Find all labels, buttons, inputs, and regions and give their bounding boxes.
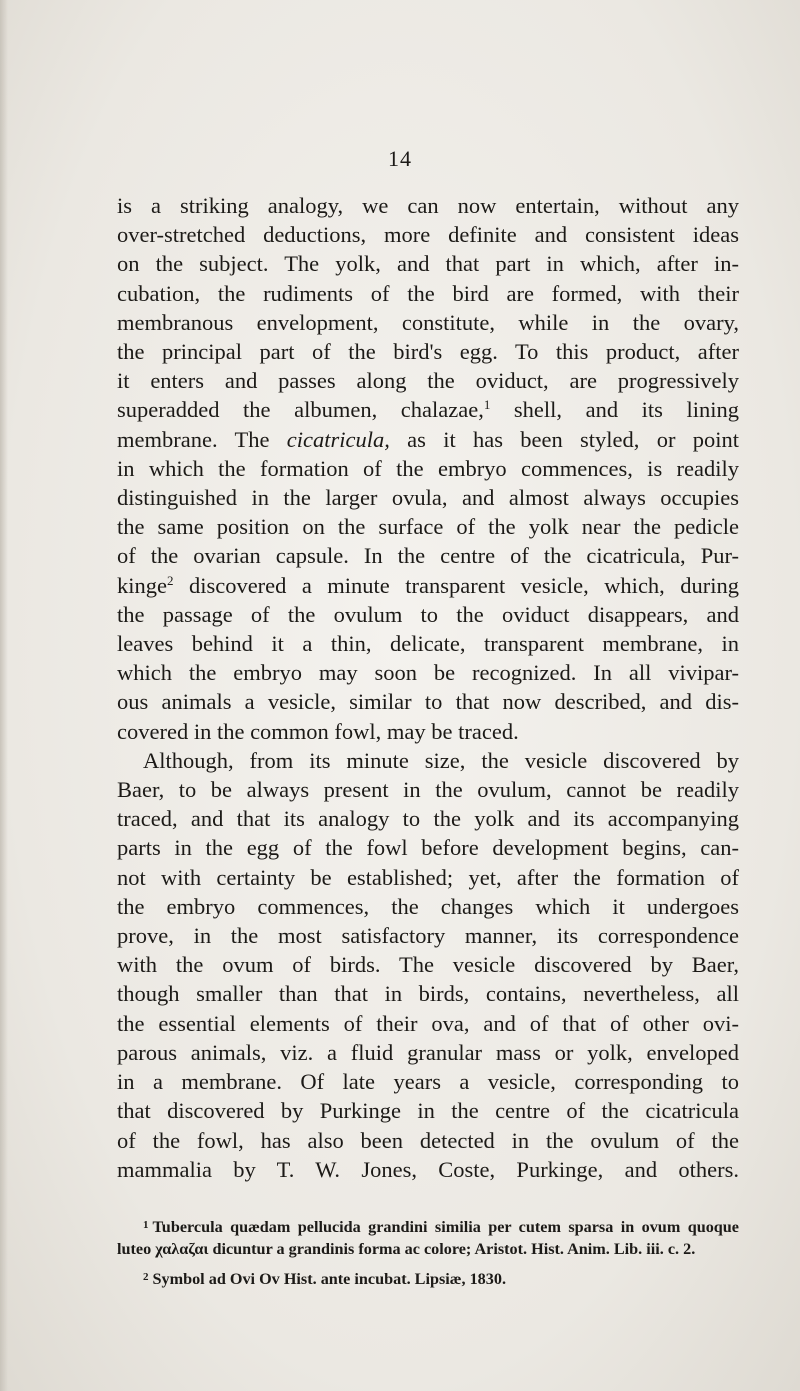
footnote-ref-2: 2 [167, 572, 174, 588]
footnote-mark: 2 [143, 1271, 149, 1283]
text-line: the essential elements of their ova, and of that of other ovi- [117, 1010, 739, 1036]
text-line [117, 395, 739, 424]
text-segment: as it has been styled, or point [389, 426, 740, 452]
text-line: covered in the common fowl, may be traced. [117, 718, 519, 744]
text-line: cubation, the rudiments of the bird are formed, with their [117, 280, 739, 306]
text-line: on the subject. The yolk, and that part in which, after in- [117, 251, 739, 277]
body-text [117, 191, 739, 1184]
page-number: 14 [388, 146, 412, 171]
text-line: distinguished in the larger ovula, and almost always occupies [117, 485, 739, 511]
italic-term: cicatricula, [286, 426, 390, 452]
text-line: with the ovum of birds. The vesicle discovered by Baer, [117, 952, 739, 978]
text-line: the same position on the surface of the yolk near the pedicle [117, 514, 739, 540]
text-line [117, 571, 739, 600]
footnotes [117, 1214, 739, 1290]
text-line: parous animals, viz. a fluid granular mass or yolk, enveloped [117, 1039, 739, 1065]
text-line: leaves behind it a thin, delicate, transparent membrane, in [117, 631, 739, 657]
text-segment: superadded the albumen, chalazae, [117, 397, 484, 423]
text-line: of the ovarian capsule. In the centre of the cicatricula, Pur- [117, 543, 739, 569]
text-line: which the embryo may soon be recognized. In all vivipar- [117, 660, 739, 686]
footnote-text: Tubercula quædam pellucida grandini similia per cutem sparsa in ovum quoque luteo χαλαζαι dicuntur a grandinis forma ac colore; Aristot. Hist. Anim. Lib. iii. c. 2. [117, 1218, 739, 1258]
text-line: the passage of the ovulum to the oviduct disappears, and [117, 601, 739, 627]
text-line: though smaller than that in birds, contains, nevertheless, all [117, 981, 739, 1007]
footnote-mark: 1 [143, 1219, 149, 1231]
footnote-1 [117, 1214, 739, 1260]
text-line: mammalia by T. W. Jones, Coste, Purkinge, and others. [117, 1156, 739, 1182]
text-line: in a membrane. Of late years a vesicle, corresponding to [117, 1069, 739, 1095]
footnote-2 [117, 1266, 739, 1290]
text-line: it enters and passes along the oviduct, are progressively [117, 368, 739, 394]
text-line: prove, in the most satisfactory manner, its correspondence [117, 923, 739, 949]
text-line: Although, from its minute size, the vesicle discovered by [143, 747, 739, 773]
footnote-text: Symbol ad Ovi Ov Hist. ante incubat. Lipsiæ, 1830. [152, 1270, 506, 1288]
text-line: the principal part of the bird's egg. To this product, after [117, 339, 739, 365]
text-line: not with certainty be established; yet, after the formation of [117, 864, 739, 890]
text-segment: kinge [117, 572, 167, 598]
text-line: ous animals a vesicle, similar to that now described, and dis- [117, 689, 739, 715]
text-line: Baer, to be always present in the ovulum, cannot be readily [117, 777, 739, 803]
text-line: in which the formation of the embryo commences, is readily [117, 455, 739, 481]
footnote-ref-1: 1 [483, 397, 491, 413]
text-line: membranous envelopment, constitute, while in the ovary, [117, 309, 739, 335]
text-line: traced, and that its analogy to the yolk and its accompanying [117, 806, 739, 832]
text-segment: discovered a minute transparent vesicle, which, during [173, 572, 739, 598]
text-line: the embryo commences, the changes which it undergoes [117, 893, 739, 919]
text-line: parts in the egg of the fowl before development begins, can- [117, 835, 739, 861]
text-line [117, 425, 739, 454]
text-line: over-stretched deductions, more definite and consistent ideas [117, 222, 739, 248]
text-line: of the fowl, has also been detected in the ovulum of the [117, 1127, 739, 1153]
text-segment: shell, and its lining [490, 397, 740, 423]
page-edge-shadow [0, 0, 8, 1391]
text-line: that discovered by Purkinge in the centre of the cicatricula [117, 1098, 739, 1124]
text-line: is a striking analogy, we can now entertain, without any [117, 193, 739, 218]
text-segment: membrane. The [117, 426, 287, 452]
